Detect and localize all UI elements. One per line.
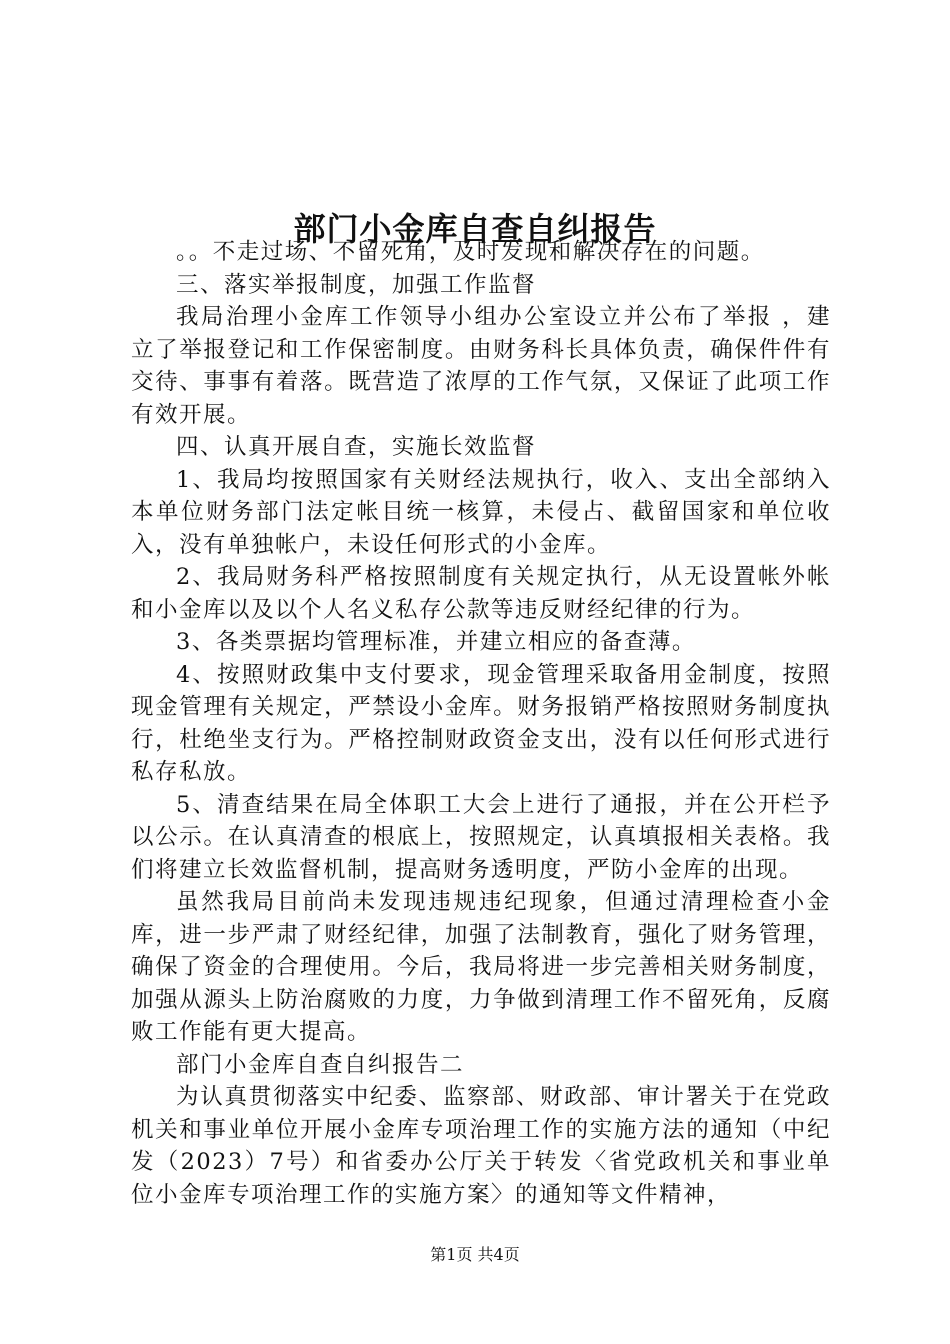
paragraph: 3、各类票据均管理标准，并建立相应的备查薄。 <box>176 629 696 655</box>
paragraph: 为认真贯彻落实中纪委、监察部、财政部、审计署关于在党政机关和事业单位开展小金库专项治理工作的实施方法的通知（中纪发（2023）7号）和省委办公厅关于转发〈省党政机关和事业单位小金库专项治理工作的实施方案〉的通知等文件精神， <box>131 1084 831 1208</box>
paragraph: 4、按照财政集中支付要求，现金管理采取备用金制度，按照现金管理有关规定，严禁设小金库。财务报销严格按照财务制度执行，杜绝坐支行为。严格控制财政资金支出，没有以任何形式进行私存私放。 <box>131 661 831 785</box>
document-body <box>131 236 831 1211</box>
document-title: 部门小金库自查自纠报告 <box>293 210 657 249</box>
paragraph: 。。不走过场、不留死角，及时发现和解决存在的问题。 <box>176 239 765 265</box>
paragraph: 1、我局均按照国家有关财经法规执行，收入、支出全部纳入本单位财务部门法定帐目统一核算，未侵占、截留国家和单位收入，没有单独帐户，未设任何形式的小金库。 <box>131 466 831 558</box>
page-footer: 第1页 共4页 <box>430 1245 520 1264</box>
paragraph: 我局治理小金库工作领导小组办公室设立并公布了举报 ，建立了举报登记和工作保密制度。由财务科长具体负责，确保件件有交待、事事有着落。既营造了浓厚的工作气氛，又保证了此项工作有效开展。 <box>131 304 831 428</box>
section-heading: 三、落实举报制度，加强工作监督 <box>176 271 537 298</box>
paragraph: 5、清查结果在局全体职工大会上进行了通报，并在公开栏予以公示。在认真清查的根底上，按照规定，认真填报相关表格。我们将建立长效监督机制，提高财务透明度，严防小金库的出现。 <box>131 791 831 883</box>
section-heading: 四、认真开展自查，实施长效监督 <box>176 434 537 460</box>
paragraph: 2、我局财务科严格按照制度有关规定执行，从无设置帐外帐和小金库以及以个人名义私存公款等违反财经纪律的行为。 <box>131 564 831 623</box>
paragraph: 虽然我局目前尚未发现违规违纪现象，但通过清理检查小金库，进一步严肃了财经纪律，加强了法制教育，强化了财务管理，确保了资金的合理使用。今后，我局将进一步完善相关财务制度，加强从源头上防治腐败的力度，力争做到清理工作不留死角，反腐败工作能有更大提高。 <box>131 889 831 1045</box>
section-heading: 部门小金库自查自纠报告二 <box>176 1051 465 1078</box>
